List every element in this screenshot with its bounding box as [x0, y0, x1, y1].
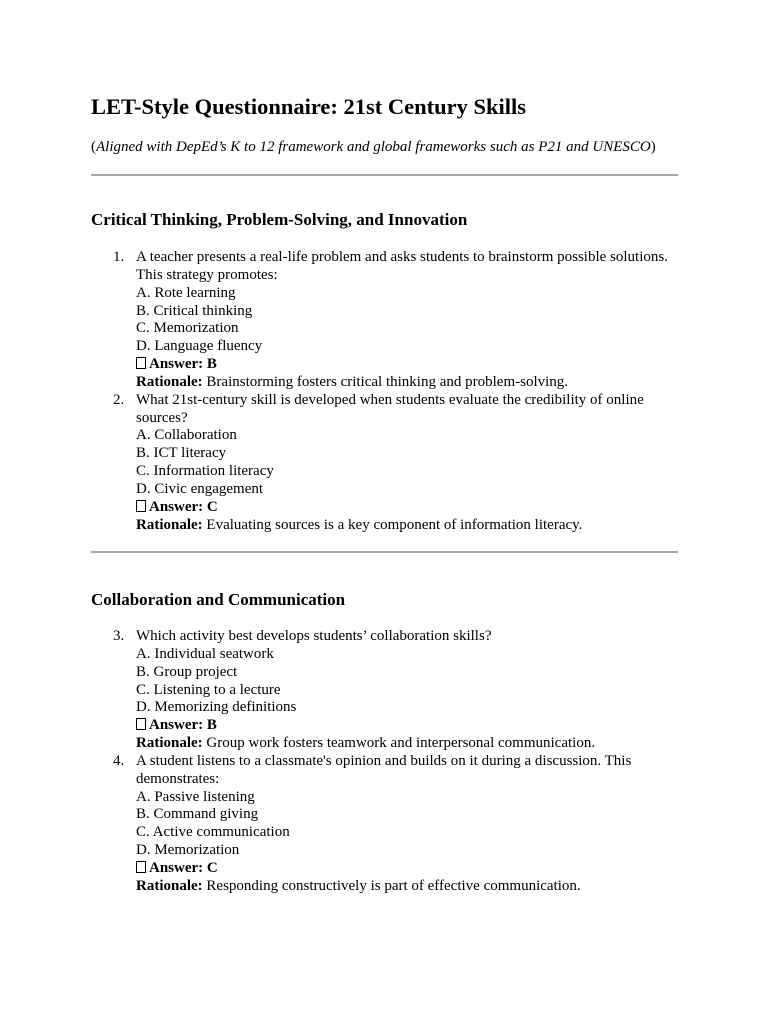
rationale-line	[136, 735, 678, 753]
horizontal-divider	[91, 174, 678, 176]
rationale-label: Rationale:	[136, 877, 203, 894]
question-4	[91, 753, 678, 896]
answer-value: B	[206, 717, 217, 734]
question-number: 3.	[113, 628, 125, 644]
answer-line	[136, 356, 678, 374]
option-c: C. Listening to a lecture	[136, 681, 281, 698]
option-d: D. Language fluency	[136, 338, 263, 355]
answer-value: B	[206, 356, 217, 373]
option-c: C. Memorization	[136, 320, 239, 337]
question-2	[91, 392, 678, 535]
page-title: LET-Style Questionnaire: 21st Century Skills	[91, 94, 527, 119]
option-c: C. Active communication	[136, 824, 290, 841]
question-number: 2.	[113, 391, 125, 408]
rationale-text: Responding constructively is part of effective communication.	[206, 877, 581, 894]
answer-line	[136, 717, 678, 735]
option-b: B. Command giving	[136, 806, 259, 823]
option-b: B. ICT literacy	[136, 445, 227, 462]
question-number: 4.	[113, 752, 125, 769]
rationale-text: Brainstorming fosters critical thinking and problem-solving.	[206, 373, 569, 390]
option-d: D. Memorization	[136, 842, 240, 859]
option-a: A. Collaboration	[136, 427, 237, 444]
option-d: D. Memorizing definitions	[136, 699, 297, 716]
rationale-text: Evaluating sources is a key component of information literacy.	[206, 516, 583, 533]
question-list	[91, 249, 678, 535]
subtitle-close-paren: )	[650, 139, 656, 155]
subtitle-text: Aligned with DepEd’s K to 12 framework and global frameworks such as P21 and UNESCO	[96, 139, 651, 155]
horizontal-divider	[91, 551, 678, 553]
option-a: A. Passive listening	[136, 788, 255, 805]
option-a: A. Rote learning	[136, 284, 236, 301]
rationale-label: Rationale:	[136, 516, 203, 533]
subtitle-open-paren: (	[91, 139, 96, 155]
option-d: D. Civic engagement	[136, 480, 264, 497]
rationale-label: Rationale:	[136, 735, 203, 752]
check-mark-icon	[136, 718, 146, 730]
question-text: A teacher presents a real-life problem and asks students to brainstorm possible solutions. This strategy promotes:	[136, 249, 668, 283]
rationale-line	[136, 374, 678, 392]
question-text: What 21st-century skill is developed when students evaluate the credibility of online sources?	[136, 391, 644, 426]
answer-label: Answer:	[149, 717, 204, 734]
subtitle	[91, 137, 656, 157]
rationale-line	[136, 517, 678, 535]
question-1	[91, 249, 678, 392]
question-3	[91, 628, 678, 753]
rationale-text: Group work fosters teamwork and interpersonal communication.	[206, 735, 596, 752]
answer-line	[136, 860, 678, 878]
answer-value: C	[206, 859, 218, 876]
answer-label: Answer:	[149, 356, 204, 373]
question-text: Which activity best develops students’ collaboration skills?	[136, 628, 492, 644]
question-list	[91, 628, 678, 896]
option-b: B. Group project	[136, 663, 238, 680]
answer-line	[136, 499, 678, 517]
option-b: B. Critical thinking	[136, 302, 253, 319]
question-number: 1.	[113, 249, 125, 265]
check-mark-icon	[136, 357, 146, 369]
answer-value: C	[206, 498, 218, 515]
section-title-critical-thinking: Critical Thinking, Problem-Solving, and Innovation	[91, 210, 468, 229]
check-mark-icon	[136, 500, 146, 512]
rationale-line	[136, 878, 678, 896]
option-c: C. Information literacy	[136, 463, 274, 480]
section-title-collaboration: Collaboration and Communication	[91, 590, 346, 609]
answer-label: Answer:	[149, 859, 204, 876]
check-mark-icon	[136, 861, 146, 873]
option-a: A. Individual seatwork	[136, 645, 274, 662]
answer-label: Answer:	[149, 498, 204, 515]
question-text: A student listens to a classmate's opinion and builds on it during a discussion. This demonstrates:	[136, 752, 632, 787]
rationale-label: Rationale:	[136, 373, 203, 390]
